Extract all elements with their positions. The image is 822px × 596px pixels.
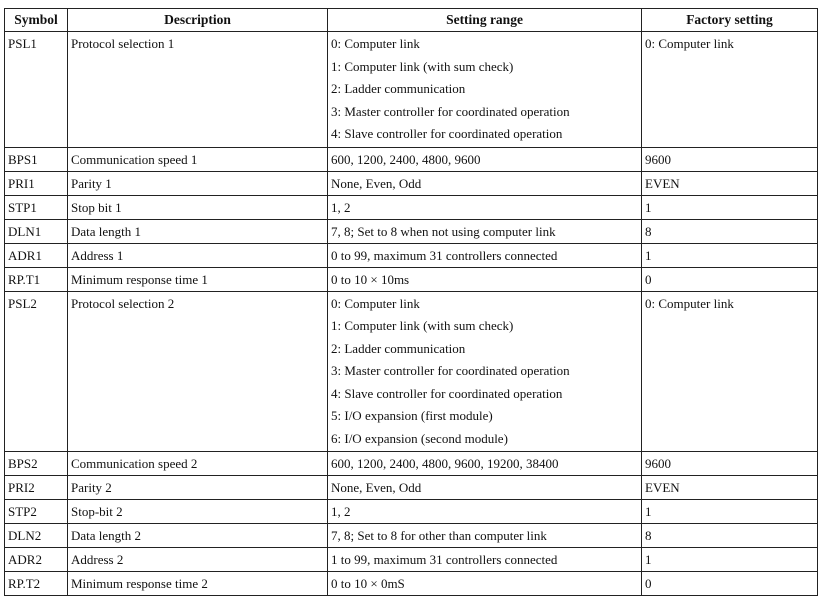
- header-setting-range: Setting range: [328, 9, 642, 32]
- factory-setting-cell: 8: [642, 524, 818, 548]
- table-row: [5, 219, 818, 243]
- table-row: [5, 500, 818, 524]
- symbol-cell: ADR1: [5, 243, 68, 267]
- header-row: [5, 9, 818, 32]
- factory-setting-cell: 0: Computer link: [642, 291, 818, 452]
- setting-range-line: 600, 1200, 2400, 4800, 9600: [331, 151, 481, 167]
- factory-setting-cell: 9600: [642, 452, 818, 476]
- setting-range-line: 2: Ladder communication: [331, 340, 466, 356]
- description-cell: Stop bit 1: [68, 195, 328, 219]
- description-cell: Parity 2: [68, 476, 328, 500]
- setting-range-cell: [328, 548, 642, 572]
- setting-range-line: None, Even, Odd: [331, 175, 422, 191]
- setting-range-line: 1, 2: [331, 199, 351, 215]
- setting-range-line: 600, 1200, 2400, 4800, 9600, 19200, 38400: [331, 456, 559, 471]
- setting-range-line: 1: Computer link (with sum check): [331, 58, 514, 74]
- table-row: [5, 572, 818, 596]
- table-row: [5, 548, 818, 572]
- setting-range-line: 5: I/O expansion (first module): [331, 408, 493, 423]
- setting-range-line: 1, 2: [331, 504, 351, 519]
- setting-range-line: 0: Computer link: [331, 295, 420, 311]
- header-description: Description: [68, 9, 328, 32]
- factory-setting-cell: 1: [642, 500, 818, 524]
- setting-range-cell: [328, 195, 642, 219]
- symbol-cell: PSL2: [5, 291, 68, 452]
- description-cell: Data length 1: [68, 219, 328, 243]
- header-symbol: Symbol: [5, 9, 68, 32]
- table-row: [5, 147, 818, 171]
- table-row: [5, 243, 818, 267]
- setting-range-line: 3: Master controller for coordinated operation: [331, 363, 570, 378]
- symbol-cell: PRI2: [5, 476, 68, 500]
- setting-range-cell: [328, 524, 642, 548]
- description-cell: Minimum response time 1: [68, 267, 328, 291]
- factory-setting-cell: 0: Computer link: [642, 32, 818, 148]
- setting-range-cell: [328, 452, 642, 476]
- symbol-cell: BPS2: [5, 452, 68, 476]
- description-cell: Parity 1: [68, 171, 328, 195]
- factory-setting-cell: EVEN: [642, 171, 818, 195]
- description-cell: Communication speed 1: [68, 147, 328, 171]
- setting-range-line: 1 to 99, maximum 31 controllers connected: [331, 552, 558, 567]
- description-cell: Minimum response time 2: [68, 572, 328, 596]
- factory-setting-cell: 1: [642, 243, 818, 267]
- table-row: [5, 291, 818, 452]
- setting-range-line: 4: Slave controller for coordinated operation: [331, 385, 563, 401]
- description-cell: Data length 2: [68, 524, 328, 548]
- setting-range-line: 3: Master controller for coordinated operation: [331, 103, 570, 119]
- factory-setting-cell: 8: [642, 219, 818, 243]
- setting-range-line: 4: Slave controller for coordinated operation: [331, 126, 563, 141]
- table-row: [5, 171, 818, 195]
- setting-range-line: 0 to 10 × 0mS: [331, 576, 405, 591]
- setting-range-cell: [328, 476, 642, 500]
- setting-range-line: 6: I/O expansion (second module): [331, 430, 508, 446]
- setting-range-cell: [328, 32, 642, 148]
- setting-range-cell: [328, 572, 642, 596]
- description-cell: Protocol selection 2: [68, 291, 328, 452]
- factory-setting-cell: 1: [642, 548, 818, 572]
- setting-range-line: 0 to 10 × 10ms: [331, 271, 410, 287]
- setting-range-cell: [328, 219, 642, 243]
- table-row: [5, 195, 818, 219]
- table-row: [5, 267, 818, 291]
- symbol-cell: PSL1: [5, 32, 68, 148]
- header-factory-setting: Factory setting: [642, 9, 818, 32]
- setting-range-cell: [328, 147, 642, 171]
- symbol-cell: STP1: [5, 195, 68, 219]
- description-cell: Communication speed 2: [68, 452, 328, 476]
- setting-range-cell: [328, 500, 642, 524]
- description-cell: Stop-bit 2: [68, 500, 328, 524]
- table-body: [5, 32, 818, 596]
- symbol-cell: DLN2: [5, 524, 68, 548]
- setting-range-line: 0 to 99, maximum 31 controllers connected: [331, 247, 558, 263]
- table-row: [5, 524, 818, 548]
- factory-setting-cell: 0: [642, 267, 818, 291]
- table-row: [5, 476, 818, 500]
- setting-range-cell: [328, 267, 642, 291]
- symbol-cell: RP.T2: [5, 572, 68, 596]
- symbol-cell: STP2: [5, 500, 68, 524]
- table-header: [5, 9, 818, 32]
- settings-table: [4, 8, 818, 596]
- description-cell: Address 1: [68, 243, 328, 267]
- setting-range-cell: [328, 171, 642, 195]
- factory-setting-cell: 1: [642, 195, 818, 219]
- description-cell: Protocol selection 1: [68, 32, 328, 148]
- symbol-cell: RP.T1: [5, 267, 68, 291]
- factory-setting-cell: 0: [642, 572, 818, 596]
- setting-range-line: 1: Computer link (with sum check): [331, 318, 514, 333]
- symbol-cell: BPS1: [5, 147, 68, 171]
- setting-range-cell: [328, 243, 642, 267]
- description-cell: Address 2: [68, 548, 328, 572]
- setting-range-line: None, Even, Odd: [331, 480, 422, 495]
- setting-range-line: 7, 8; Set to 8 when not using computer link: [331, 223, 556, 239]
- setting-range-cell: [328, 291, 642, 452]
- symbol-cell: PRI1: [5, 171, 68, 195]
- setting-range-line: 2: Ladder communication: [331, 81, 466, 96]
- table-row: [5, 452, 818, 476]
- factory-setting-cell: EVEN: [642, 476, 818, 500]
- symbol-cell: DLN1: [5, 219, 68, 243]
- setting-range-line: 0: Computer link: [331, 36, 420, 51]
- setting-range-line: 7, 8; Set to 8 for other than computer link: [331, 528, 547, 543]
- table-row: [5, 32, 818, 148]
- symbol-cell: ADR2: [5, 548, 68, 572]
- factory-setting-cell: 9600: [642, 147, 818, 171]
